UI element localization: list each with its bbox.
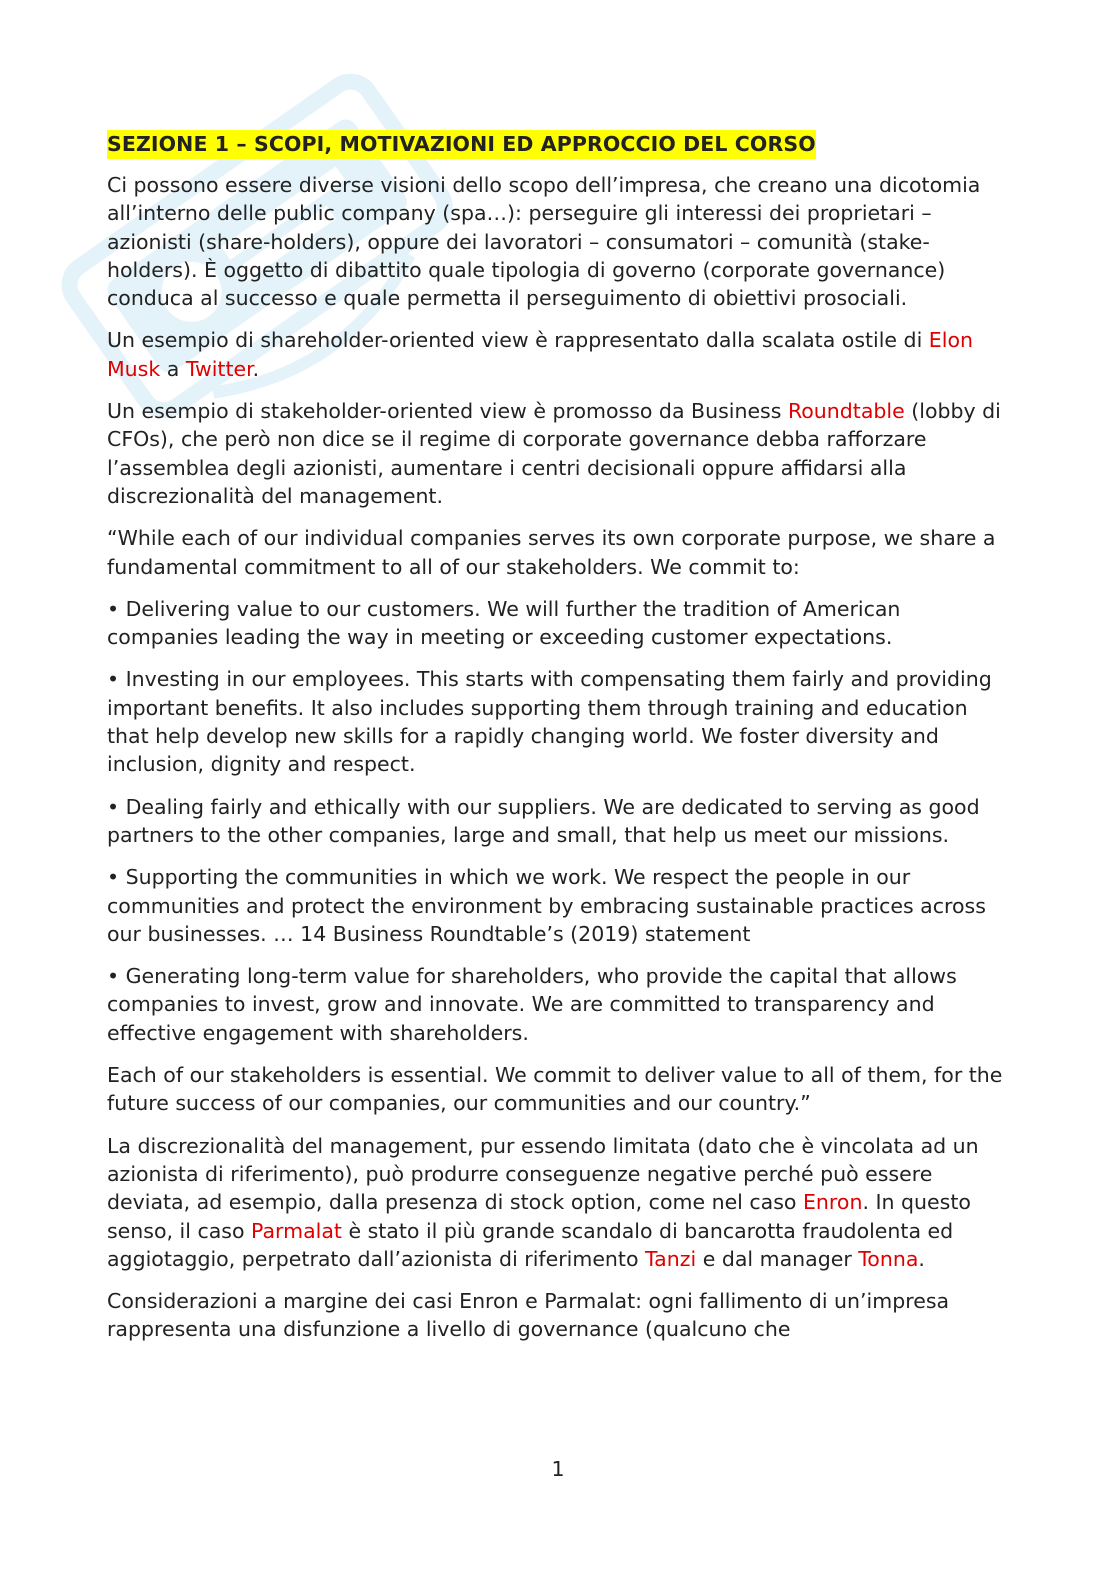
link-parmalat: Parmalat <box>251 1218 342 1243</box>
page-number: 1 <box>551 1457 565 1481</box>
document-page <box>107 130 1007 1358</box>
paragraph-shareholder-example: Un esempio di shareholder-oriented view è rappresentato dalla scalata ostile di Elon Musk a Twitter. <box>107 328 973 381</box>
paragraph-bullet-shareholders: • Generating long-term value for shareholders, who provide the capital that allows companies to invest, grow and innovate. We are committed to transparency and effective engagement with shareholders. <box>107 964 957 1045</box>
paragraph-considerations: Considerazioni a margine dei casi Enron e Parmalat: ogni fallimento di un’impresa rappresenta una disfunzione a livello di governance (qualcuno che <box>107 1289 950 1342</box>
paragraph-quote-intro: “While each of our individual companies serves its own corporate purpose, we share a fundamental commitment to all of our stakeholders. We commit to: <box>107 526 996 579</box>
link-roundtable: Roundtable <box>787 399 905 424</box>
paragraph-bullet-employees: • Investing in our employees. This starts with compensating them fairly and providing important benefits. It also includes supporting them through training and education that help develop new skills for a rapidly changing world. We foster diversity and inclusion, dignity and respect. <box>107 667 992 777</box>
link-tonna: Tonna <box>858 1246 919 1271</box>
paragraph-stakeholder-example: Un esempio di stakeholder-oriented view è promosso da Business Roundtable (lobby di CFOs), che però non dice se il regime di corporate governance debba rafforzare l’assemblea degli azionisti, aumentare i centri decisionali oppure affidarsi alla discrezionalità del management. <box>107 399 1001 508</box>
link-tanzi: Tanzi <box>645 1246 697 1271</box>
paragraph-intro: Ci possono essere diverse visioni dello scopo dell’impresa, che creano una dicotomia all’interno delle public company (spa…): perseguire gli interessi dei proprietari – azionisti (share-holders), oppure dei lavoratori – consumatori – comunità (stake-holders). È oggetto di dibattito quale tipologia di governo (corporate governance) conduca al successo e quale permetta il perseguimento di obiettivi prosociali. <box>107 173 981 311</box>
link-elon-musk: Elon Musk <box>107 328 973 381</box>
section-title: SEZIONE 1 – SCOPI, MOTIVAZIONI ED APPROCCIO DEL CORSO <box>107 130 816 159</box>
paragraph-quote-closing: Each of our stakeholders is essential. We commit to deliver value to all of them, for the future success of our companies, our communities and our country.” <box>107 1063 1003 1116</box>
paragraph-management-discretion: La discrezionalità del management, pur essendo limitata (dato che è vincolata ad un azionista di riferimento), può produrre conseguenze negative perché può essere deviata, ad esempio, dalla presenza di stock option, come nel caso Enron. In questo senso, il caso Parmalat è stato il più grande scandalo di bancarotta fraudolenta ed aggiotaggio, perpetrato dall’azionista di riferimento Tanzi e dal manager Tonna. <box>107 1133 979 1271</box>
link-enron: Enron <box>802 1190 863 1215</box>
link-twitter: Twitter <box>185 356 253 381</box>
paragraph-bullet-suppliers: • Dealing fairly and ethically with our suppliers. We are dedicated to serving as good partners to the other companies, large and small, that help us meet our missions. <box>107 794 980 847</box>
paragraph-bullet-customers: • Delivering value to our customers. We will further the tradition of American companies leading the way in meeting or exceeding customer expectations. <box>107 596 901 650</box>
paragraph-bullet-communities: • Supporting the communities in which we work. We respect the people in our communities and protect the environment by embracing sustainable practices across our businesses. … 14 Business Roundtable’s (2019) statement <box>107 865 986 946</box>
